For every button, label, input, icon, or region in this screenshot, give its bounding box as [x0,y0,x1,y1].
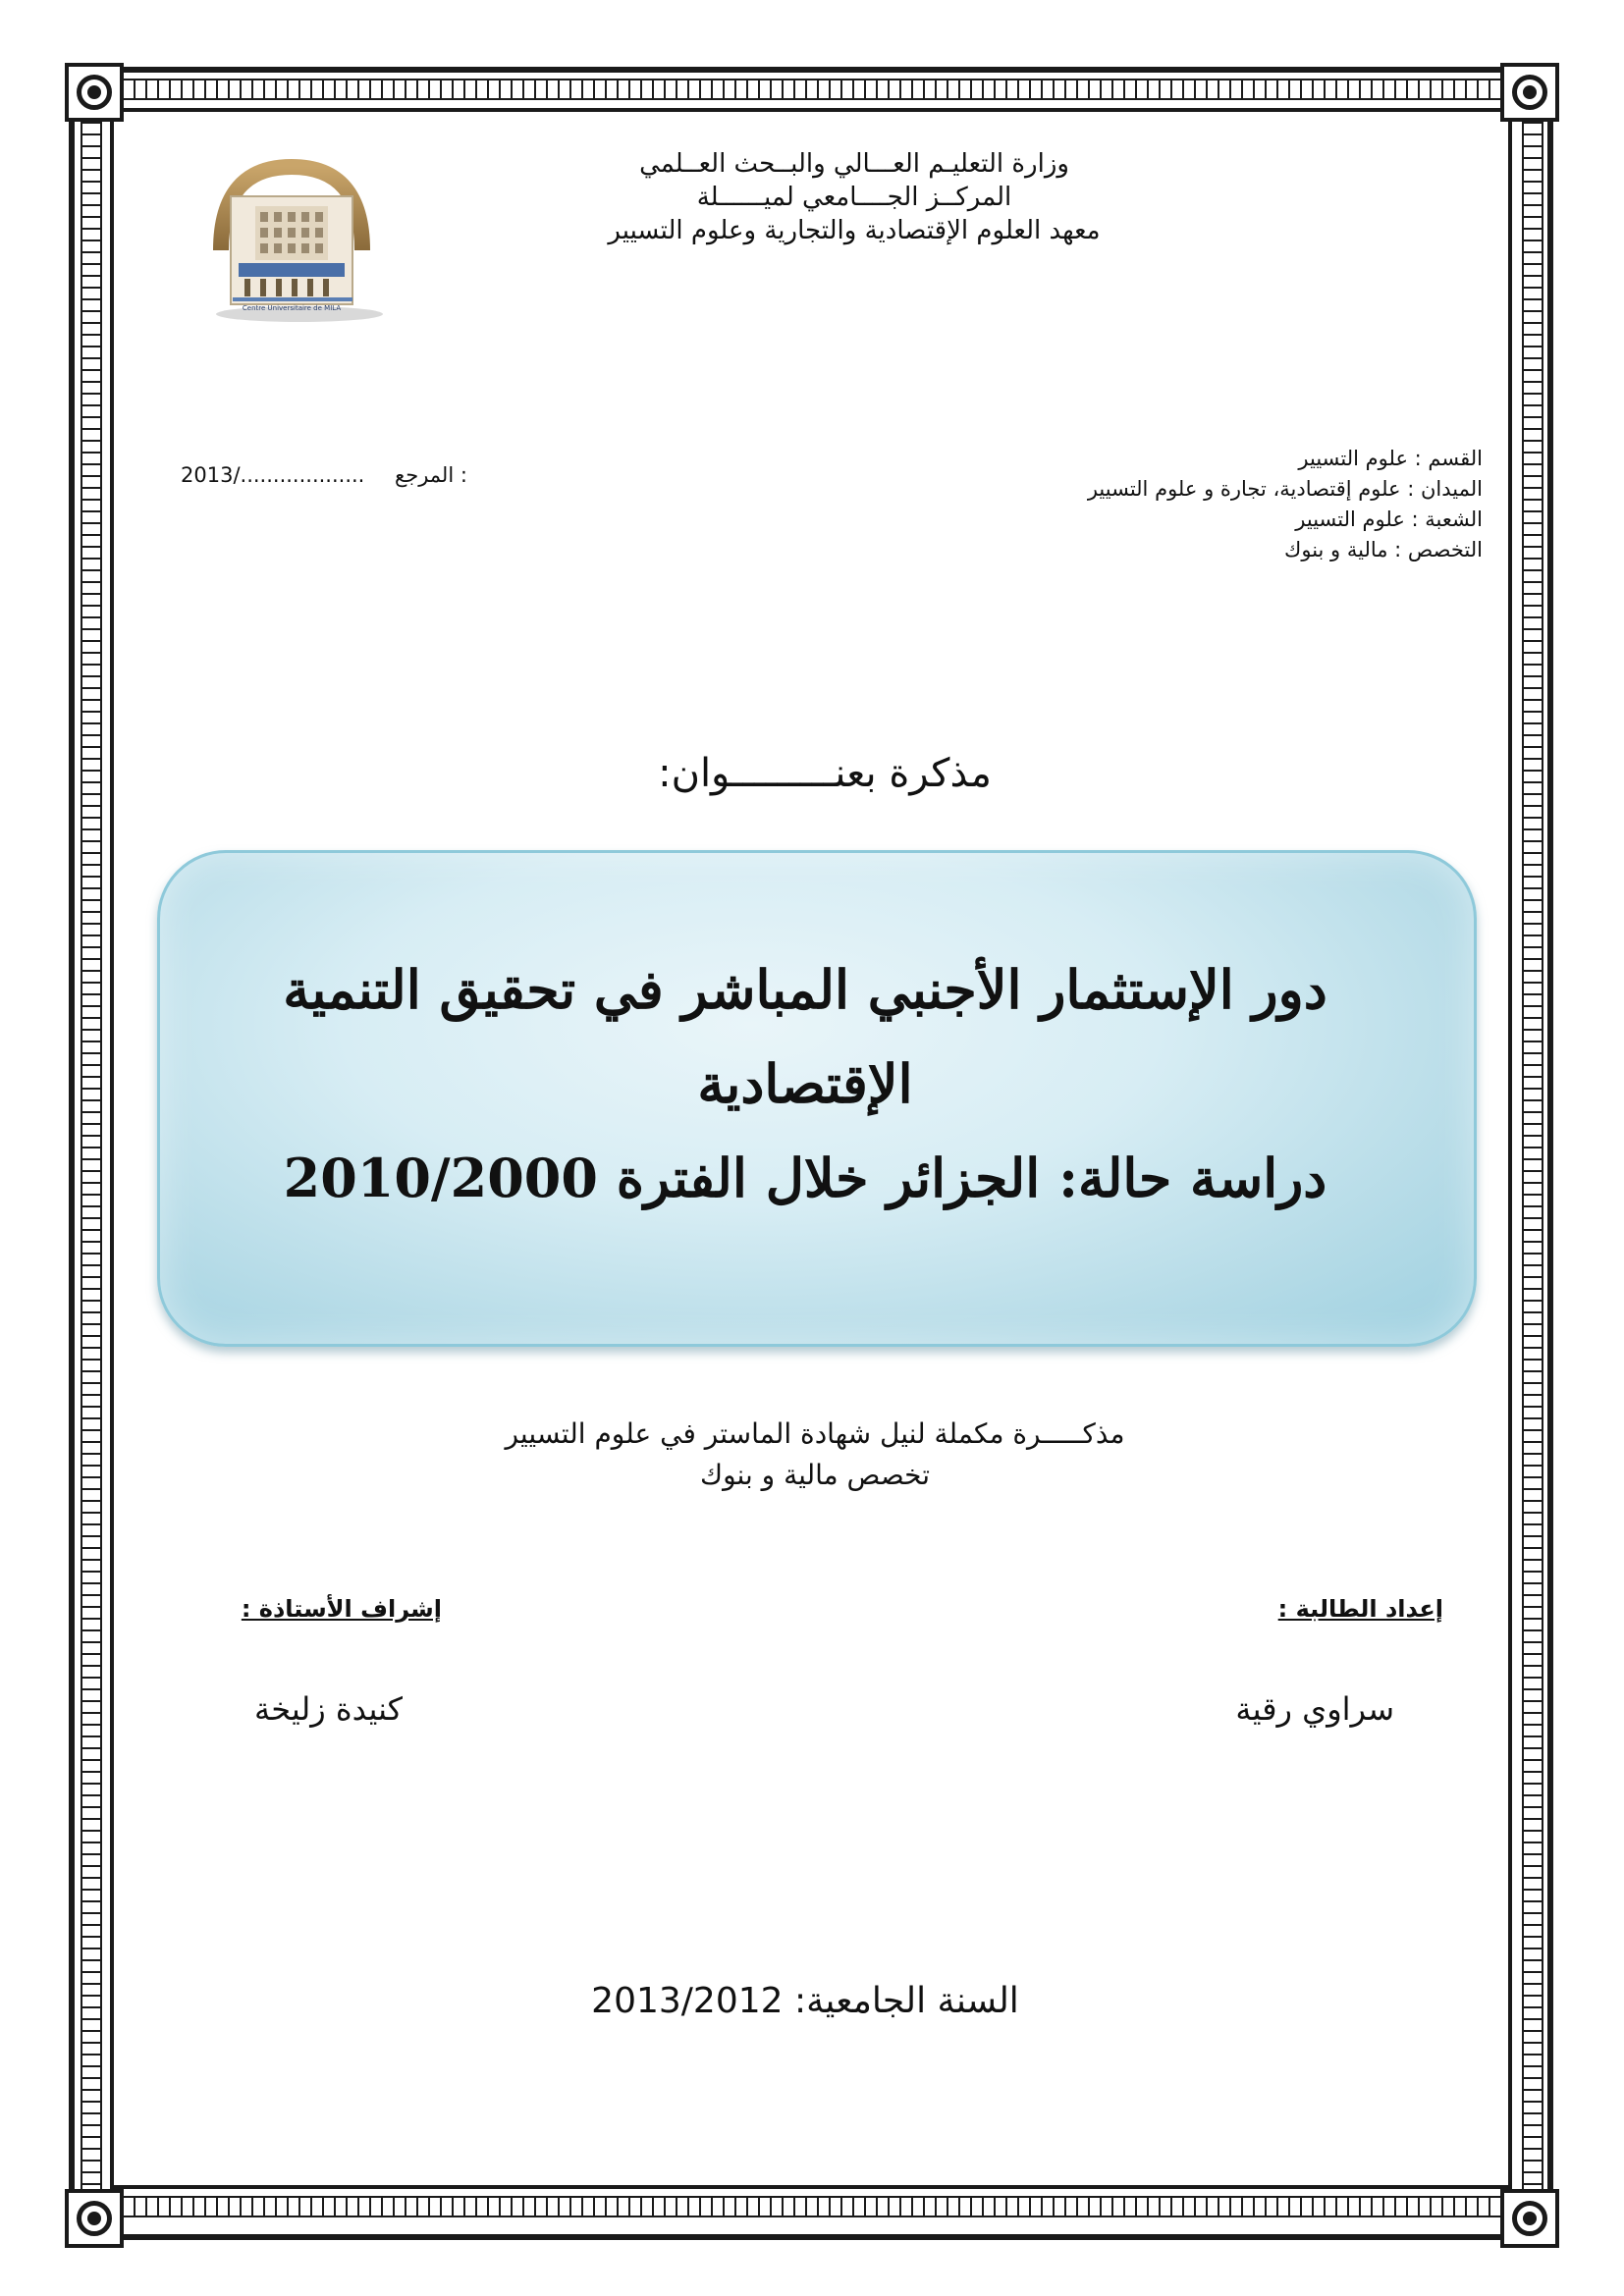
prepared-by-label: إعداد الطالبة : [1277,1595,1443,1623]
institute-name: معهد العلوم الإقتصادية والتجارية وعلوم التسيير [608,216,1101,245]
department-line: القسم : علوم التسيير [1298,447,1483,470]
page-border-pattern-right [1522,98,1543,2198]
supervisor-name: كنيدة زليخة [254,1690,403,1728]
memo-heading: مذكرة بعنـــــــــوان: [658,751,992,796]
ministry-name: وزارة التعليـم العـــالي والبــحث العــلمي [639,149,1069,179]
supervised-by-label: إشراف الأستاذة : [241,1595,442,1623]
corner-ornament-icon [1500,2189,1559,2248]
university-center-name: المركــز الجــــامعي لميــــــلة [696,183,1012,212]
svg-text:Centre Universitaire de MILA: Centre Universitaire de MILA [242,304,342,312]
branch-line: الشعبة : علوم التسيير [1295,507,1483,531]
page-border-pattern-top [98,79,1526,100]
institution-header [550,147,1159,247]
reference-label: المرجع : [395,463,467,487]
reference-value: 2013/................... [181,463,365,487]
academic-year: السنة الجامعية: 2013/2012 [591,1981,1019,2021]
corner-ornament-icon [65,2189,124,2248]
university-building-logo-icon [201,157,383,324]
degree-statement [412,1414,1218,1496]
specialty-line: التخصص : مالية و بنوك [1284,538,1483,561]
page-border-pattern-left [81,98,102,2198]
thesis-title-line-3: دراسة حالة: الجزائر خلال الفترة 2010/2000 [283,1147,1327,1209]
degree-line-2: تخصص مالية و بنوك [700,1459,930,1491]
degree-line-1: مذكـــــرة مكملة لنيل شهادة الماستر في علوم التسيير [505,1417,1125,1450]
corner-ornament-icon [65,63,124,122]
thesis-title [226,942,1384,1225]
student-name: سراوي رقية [1235,1690,1394,1728]
field-line: الميدان : علوم إقتصادية، تجارة و علوم التسيير [1087,477,1483,501]
program-info [913,444,1483,565]
reference-line [181,463,514,487]
page-border-pattern-bottom [98,2196,1526,2217]
thesis-title-line-1: دور الإستثمار الأجنبي المباشر في تحقيق التنمية [283,958,1327,1021]
corner-ornament-icon [1500,63,1559,122]
thesis-title-line-2: الإقتصادية [697,1052,913,1115]
